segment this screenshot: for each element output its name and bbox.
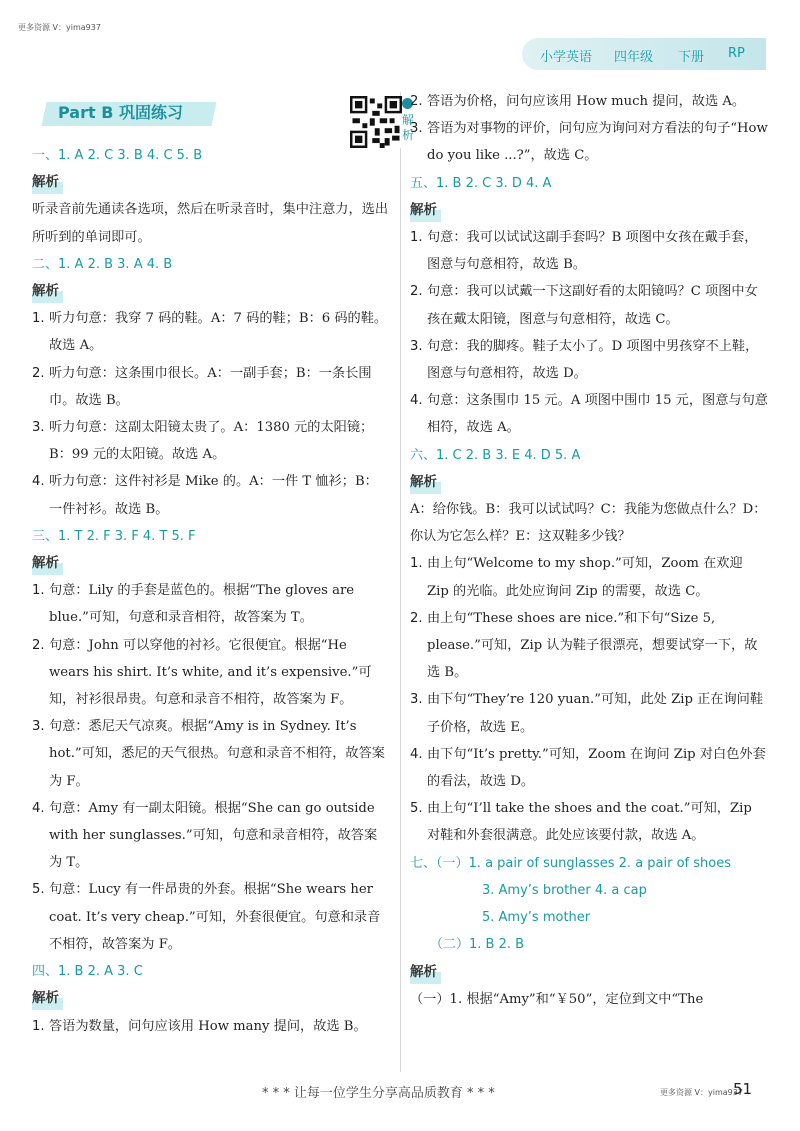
page-number: 51 [733, 1080, 753, 1098]
s4-item-3: 3. 答语为对事物的评价，问句应为询问对方看法的句子“How do you like ...?”，故选 C。 [410, 121, 768, 164]
s4-answer-line: 四、1. B 2. A 3. C [32, 964, 143, 980]
header-term: 下册 [678, 50, 705, 65]
s1-jiexi-label: 解析 [32, 170, 63, 194]
s6-item-3: 3. 由下句“They’re 120 yuan.”可知，此处 Zip 正在询问鞋子价格，故选 E。 [410, 692, 764, 735]
s3-item-5: 5. 句意：Lucy 有一件昂贵的外套。根据“She wears her coat. It’s very cheap.”可知，外套很便宜。句意和录音不相符，故答案为 F。 [32, 882, 381, 952]
s7-line-4: （二）1. B 2. B [430, 937, 525, 953]
header-edition: RP [728, 46, 745, 61]
s2-answer-line: 二、1. A 2. B 3. A 4. B [32, 256, 173, 272]
s3-item-4: 4. 句意：Amy 有一副太阳镜。根据“She can go outside with her sunglasses.”可知，句意和录音相符，故答案为 T。 [32, 800, 378, 871]
qr-label: 解析 [402, 98, 416, 143]
s7-line-3: 5. Amy’s mother [482, 910, 591, 926]
s5-item-4: 4. 句意：这条围巾 15 元。A 项图中围巾 15 元，图意与句意相符，故选 A。 [410, 393, 768, 436]
s2-item-2: 2. 听力句意：这条围巾很长。A：一副手套；B：一条长围巾。故选 B。 [32, 365, 372, 408]
footer-slogan: * * * 让每一位学生分享高品质教育 * * * [262, 1086, 495, 1101]
s3-jiexi-label: 解析 [32, 551, 63, 575]
s2-item-3: 3. 听力句意：这副太阳镜太贵了。A：1380 元的太阳镜；B：99 元的太阳镜。故选 A。 [32, 420, 374, 463]
s5-item-2: 2. 句意：我可以试戴一下这副好看的太阳镜吗？C 项图中女孩在戴太阳镜，图意与句意相符，故选 C。 [410, 284, 758, 327]
s7-line-1: 七、（一）1. a pair of sunglasses 2. a pair of shoes [410, 855, 732, 871]
qr-code-icon[interactable] [350, 96, 402, 148]
left-column [32, 88, 415, 1040]
s5-answer-line: 五、1. B 2. C 3. D 4. A [410, 175, 552, 191]
s3-answer-line: 三、1. T 2. F 3. F 4. T 5. F [32, 528, 196, 544]
s4-item-2: 2. 答语为价格，问句应该用 How much 提问，故选 A。 [410, 94, 746, 109]
s7-jiexi-label: 解析 [410, 960, 441, 984]
s4-item-1: 1. 答语为数量，问句应该用 How many 提问，故选 B。 [32, 1018, 367, 1034]
s6-answer-line: 六、1. C 2. B 3. E 4. D 5. A [410, 447, 581, 463]
column-divider [400, 92, 401, 1072]
s1-explanation: 听录音前先通读各选项，然后在听录音时，集中注意力，选出所听到的单词即可。 [32, 202, 389, 245]
header-grade: 四年级 [614, 50, 654, 65]
s5-item-1: 1. 句意：我可以试试这副手套吗？B 项图中女孩在戴手套，图意与句意相符，故选 B。 [410, 230, 758, 273]
s6-item-5: 5. 由上句“I’ll take the shoes and the coat.”可知，Zip 对鞋和外套很满意。此处应该要付款，故选 A。 [410, 801, 752, 844]
right-column [410, 88, 768, 1013]
footer-watermark: 更多资源 V：yima937 [660, 1088, 743, 1097]
s2-item-1: 1. 听力句意：我穿 7 码的鞋。A：7 码的鞋；B：6 码的鞋。故选 A。 [32, 311, 388, 354]
header-subject: 小学英语 [540, 50, 593, 65]
s7-line-2: 3. Amy’s brother 4. a cap [482, 882, 647, 898]
s6-item-4: 4. 由下句“It’s pretty.”可知，Zoom 在询问 Zip 对白色外套的看法，故选 D。 [410, 746, 766, 790]
s1-answer-line: 一、1. A 2. C 3. B 4. C 5. B [32, 148, 203, 163]
s6-item-1: 1. 由上句“Welcome to my shop.”可知，Zoom 在欢迎 Zip 的光临。此处应询问 Zip 的需要，故选 C。 [410, 556, 743, 599]
s3-item-3: 3. 句意：悉尼天气凉爽。根据“Amy is in Sydney. It’s hot.”可知，悉尼的天气很热。句意和录音不相符，故答案为 F。 [32, 719, 385, 789]
top-watermark: 更多资源 V：yima937 [18, 23, 101, 32]
s3-item-1: 1. 句意：Lily 的手套是蓝色的。根据“The gloves are blue.”可知，句意和录音相符，故答案为 T。 [32, 583, 355, 626]
s2-jiexi-label: 解析 [32, 279, 63, 303]
s2-item-4: 4. 听力句意：这件衬衫是 Mike 的。A：一件 T 恤衫；B：一件衬衫。故选 B。 [32, 474, 378, 517]
s5-item-3: 3. 句意：我的脚疼。鞋子太小了。D 项图中男孩穿不上鞋，图意与句意相符，故选 D。 [410, 338, 759, 382]
s6-item-2: 2. 由上句“These shoes are nice.”和下句“Size 5, please.”可知，Zip 认为鞋子很漂亮，想要试穿一下，故选 B。 [410, 610, 758, 681]
s4-jiexi-label: 解析 [32, 986, 63, 1010]
s7-explanation: （一）1. 根据“Amy”和“￥50”，定位到文中“The [410, 991, 704, 1007]
s5-jiexi-label: 解析 [410, 198, 441, 222]
header-banner [522, 38, 766, 70]
section-title: Part B 巩固练习 [52, 98, 183, 128]
s3-item-2: 2. 句意：John 可以穿他的衬衫。它很便宜。根据“He wears his shirt. It’s white, and it’s expensive.”可知，衬衫很昂贵。句意和录音不相符，故答案为 F。 [32, 637, 372, 708]
s6-jiexi-label: 解析 [410, 470, 441, 494]
s6-intro: A：给你钱。B：我可以试试吗？C：我能为您做点什么？D：你认为它怎么样？E：这双鞋多少钱？ [410, 502, 767, 545]
